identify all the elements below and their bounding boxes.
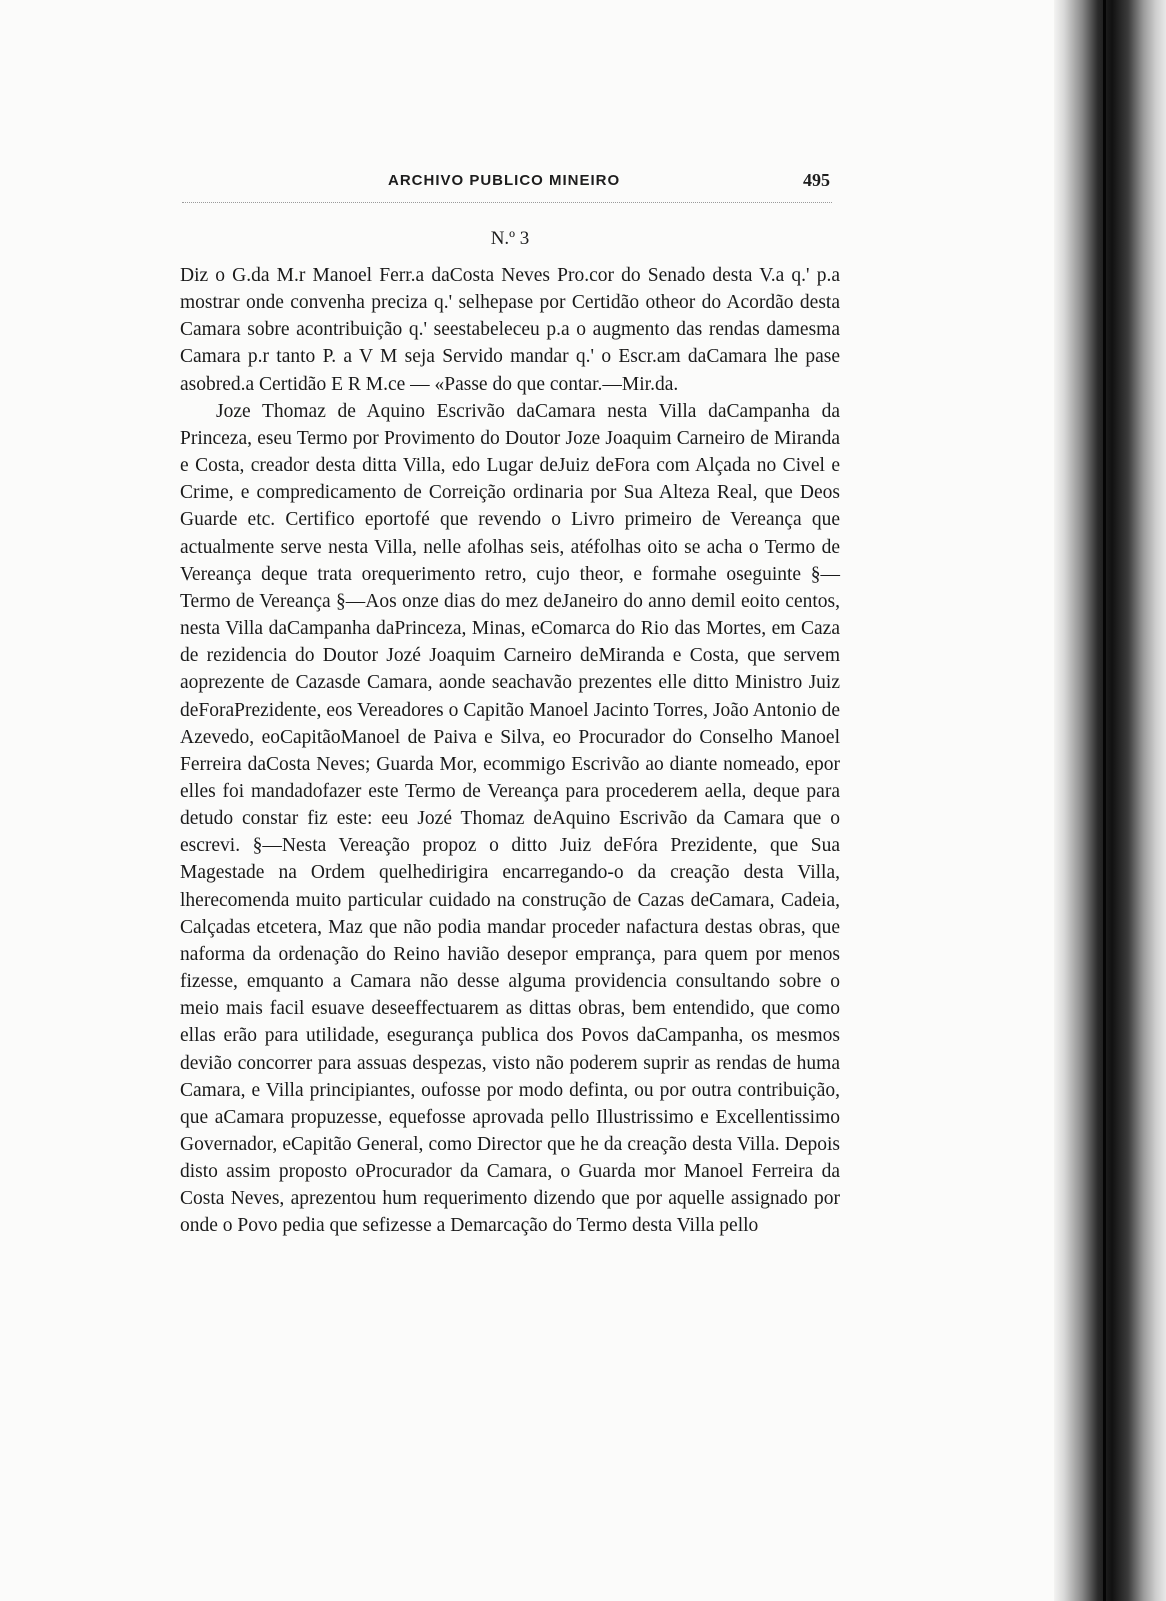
certificate-paragraph: Joze Thomaz de Aquino Escrivão daCamara nesta Villa daCampanha da Princeza, eseu Termo por Provimento do Doutor Joze Joaquim Carneiro de Miranda e Costa, creador desta ditta Villa, edo Lugar deJuiz deFora com Alçada no Civel e Crime, e compredicamento de Correição ordinaria por Sua Alteza Real, que Deos Guarde etc. Certifico eportofé que revendo o Livro primeiro de Vereança que actualmente serve nesta Villa, nelle afolhas seis, atéfolhas oito se acha o Termo de Vereança deque trata orequerimento retro, cujo theor, e formahe oseguinte §—Termo de Vereança §—Aos onze dias do mez deJaneiro do anno demil eoito centos, nesta Villa daCampanha daPrinceza, Minas, eComarca do Rio das Mortes, em Caza de rezidencia do Doutor Jozé Joaquim Carneiro deMiranda e Costa, que servem aoprezente de Cazasde Camara, aonde seachavão prezentes elle ditto Ministro Juiz deForaPrezidente, eos Vereadores o Capitão Manoel Jacinto Torres, João Antonio de Azevedo, eoCapitãoManoel de Paiva e Silva, eo Procurador do Conselho Manoel Ferreira daCosta Neves; Guarda Mor, ecommigo Escrivão ao diante nomeado, epor elles foi mandadofazer este Termo de Vereança para procederem aella, deque para detudo constar fiz este: eeu Jozé Thomaz deAquino Escrivão da Camara que o escrevi. §—Nesta Vereação propoz o ditto Juiz deFóra Prezidente, que Sua Magestade na Ordem quelhedirigira encarregando-o da creação desta Villa, lherecomenda muito particular cuidado na construção de Cazas deCamara, Cadeia, Calçadas etcetera, Maz que não podia mandar proceder nafactura destas obras, que naforma da ordenação do Reino havião desepor emprança, para quem por menos fizesse, emquanto a Camara não desse alguma providencia consultando sobre o meio mais facil esuave deseeffectuarem as dittas obras, bem entendido, que como ellas erão para utilidade, esegurança publica dos Povos daCampanha, os mesmos devião concorrer para assuas despezas, visto não poderem suprir as rendas de huma Camara, e Villa principiantes, oufosse por modo definta, ou por outra contribuição, que aCamara propuzesse, equefosse aprovada pello Illustrissimo e Excellentissimo Governador, eCapitão General, como Director que he da creação desta Villa. Depois disto assim proposto oProcurador da Camara, o Guarda mor Manoel Ferreira da Costa Neves, aprezentou hum requerimento dizendo que por aquelle assignado por onde o Povo pedia que sefizesse a Demarcação do Termo desta Villa pello bbox=[180, 400, 840, 1237]
document-body bbox=[180, 262, 840, 1240]
binding-gutter-line bbox=[1103, 0, 1106, 1601]
book-binding-edge bbox=[1054, 0, 1166, 1601]
page-header bbox=[182, 172, 842, 196]
page-number: 495 bbox=[803, 170, 830, 190]
header-divider bbox=[182, 202, 832, 203]
running-title: ARCHIVO PUBLICO MINEIRO bbox=[388, 172, 621, 189]
document-number: N.º 3 bbox=[490, 228, 530, 249]
petition-paragraph: Diz o G.da M.r Manoel Ferr.a daCosta Neves Pro.cor do Senado desta V.a q.' p.a mostrar onde convenha preciza q.' selhepase por Certidão otheor do Acordão desta Camara sobre acontribuição q.' seestabeleceu p.a o augmento das rendas damesma Camara p.r tanto P. a V M seja Servido mandar q.' o Escr.am daCamara lhe pase asobred.a Certidão E R M.ce — «Passe do que contar.—Mir.da. bbox=[180, 265, 840, 395]
